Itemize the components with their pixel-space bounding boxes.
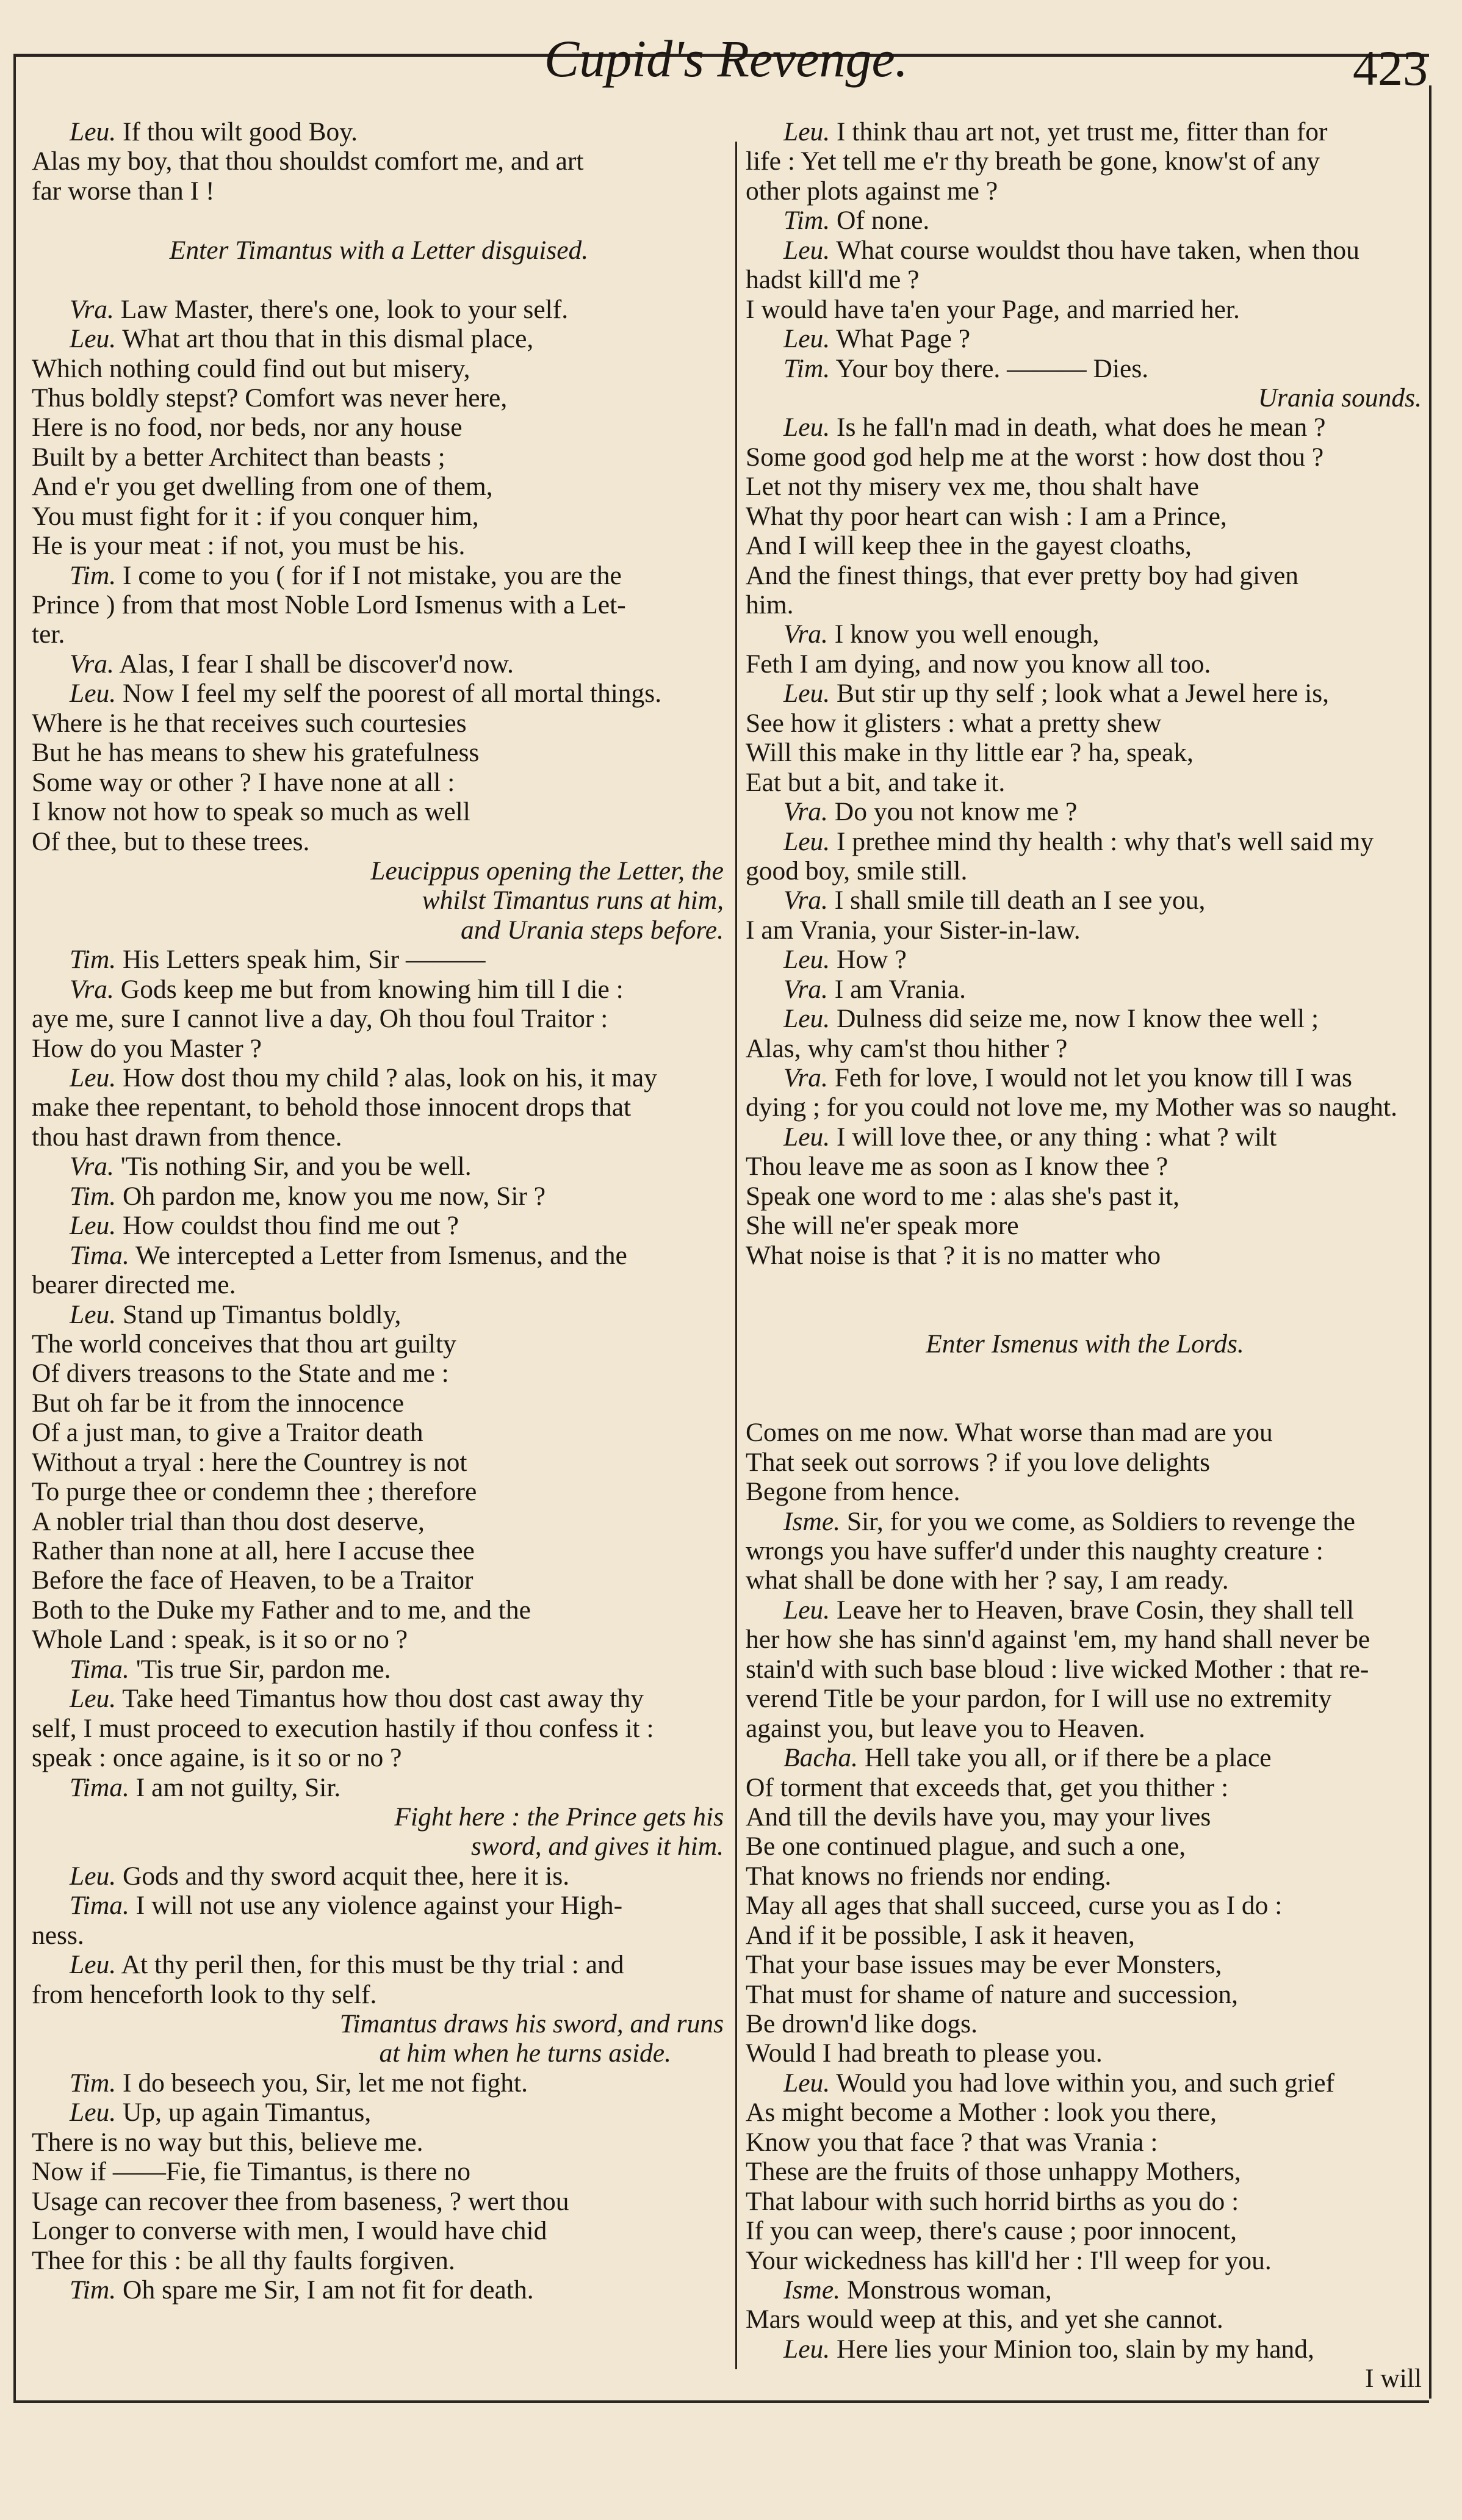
- verse-line: Prince ) from that most Noble Lord Ismenus with a Let-: [32, 590, 626, 619]
- speaker-name: Leu.: [783, 117, 830, 146]
- speech-text: 'Tis true Sir, pardon me.: [135, 1654, 391, 1684]
- speech-text: What Page ?: [836, 324, 971, 354]
- speech-line: [746, 827, 1424, 856]
- speaker-name: Leu.: [783, 235, 830, 265]
- speech-line: [32, 649, 726, 679]
- spacer: [32, 206, 726, 235]
- speaker-name: Tima.: [70, 1772, 129, 1802]
- speech-text: Do you not know me ?: [834, 797, 1078, 827]
- column-divider: [735, 142, 737, 2369]
- verse-line: wrongs you have suffer'd under this naughty creature :: [746, 1536, 1323, 1566]
- stage-direction: Enter Timantus with a Letter disguised.: [169, 235, 589, 265]
- verse-line: I would have ta'en your Page, and married her.: [746, 294, 1240, 324]
- bottom-rule: [13, 2400, 1429, 2403]
- verse-line: Will this make in thy little ear ? ha, speak,: [746, 738, 1194, 768]
- verse-line: self, I must proceed to execution hastily if thou confess it :: [32, 1713, 654, 1743]
- verse-line: I am Vrania, your Sister-in-law.: [746, 915, 1081, 945]
- speech-text: Here lies your Minion too, slain by my hand,: [837, 2334, 1314, 2364]
- speech-line: [746, 1063, 1424, 1092]
- speech-text: But stir up thy self ; look what a Jewel here is,: [837, 679, 1330, 709]
- verse-line: Feth I am dying, and now you know all too.: [746, 649, 1211, 679]
- speaker-name: Isme.: [783, 1506, 841, 1536]
- speech-text: Up, up again Timantus,: [123, 2098, 372, 2128]
- verse-line: Be one continued plague, and such a one,: [746, 1832, 1186, 1861]
- speech-text: I will not use any violence against your High-: [135, 1891, 623, 1921]
- verse-line: Now if ——Fie, fie Timantus, is there no: [32, 2157, 470, 2187]
- speech-text: Hell take you all, or if there be a place: [864, 1743, 1272, 1773]
- speaker-name: Leu.: [70, 1861, 117, 1891]
- speech-text: Feth for love, I would not let you know till I was: [834, 1063, 1352, 1092]
- speech-text: Oh spare me Sir, I am not fit for death.: [123, 2275, 534, 2305]
- verse-line: What noise is that ? it is no matter who: [746, 1240, 1161, 1270]
- speech-line: [32, 561, 726, 590]
- verse-line: If you can weep, there's cause ; poor innocent,: [746, 2216, 1237, 2246]
- speech-line: [32, 295, 726, 324]
- verse-line: her how she has sinn'd against 'em, my hand shall never be: [746, 1625, 1370, 1655]
- speech-text: We intercepted a Letter from Ismenus, and the: [135, 1240, 627, 1270]
- stage-direction: Leucippus opening the Letter, the: [370, 856, 724, 886]
- verse-line: That knows no friends nor ending.: [746, 1861, 1112, 1891]
- speech-text: Alas, I fear I shall be discover'd now.: [119, 649, 514, 679]
- speech-text: Of none.: [837, 206, 930, 236]
- speech-text: I know you well enough,: [834, 619, 1100, 649]
- verse-line: Built by a better Architect than beasts ;: [32, 442, 445, 472]
- verse-line: What thy poor heart can wish : I am a Prince,: [746, 501, 1227, 531]
- speech-text: I shall smile till death an I see you,: [834, 886, 1206, 915]
- speech-line: [746, 413, 1424, 442]
- speech-text: Oh pardon me, know you me now, Sir ?: [123, 1181, 546, 1211]
- verse-line: Where is he that receives such courtesies: [32, 708, 467, 738]
- verse-line: Mars would weep at this, and yet she cannot.: [746, 2305, 1223, 2334]
- stage-direction: Enter Ismenus with the Lords.: [926, 1329, 1244, 1359]
- verse-line: Of divers treasons to the State and me :: [32, 1359, 449, 1388]
- speech-text: Monstrous woman,: [846, 2275, 1052, 2305]
- speaker-name: Tima.: [70, 1654, 129, 1684]
- verse-line: Usage can recover thee from baseness, ? wert thou: [32, 2186, 569, 2216]
- speech-text: I think thau art not, yet trust me, fitter than for: [837, 117, 1328, 146]
- speech-text: How ?: [837, 945, 907, 975]
- spacer: [746, 1270, 1424, 1329]
- verse-line: aye me, sure I cannot live a day, Oh thou foul Traitor :: [32, 1004, 608, 1034]
- speech-line: [32, 1063, 726, 1092]
- speaker-name: Leu.: [70, 324, 117, 354]
- verse-line: That labour with such horrid births as you do :: [746, 2186, 1239, 2216]
- speech-text: I do beseech you, Sir, let me not fight.: [123, 2068, 528, 2098]
- speech-text: I prethee mind thy health : why that's well said my: [837, 826, 1374, 856]
- stage-direction: Fight here : the Prince gets his: [394, 1802, 724, 1832]
- speaker-name: Vra.: [783, 974, 828, 1004]
- speech-line: [746, 354, 1424, 383]
- speech-text: Gods keep me but from knowing him till I die :: [120, 974, 624, 1004]
- speech-line: [32, 1773, 726, 1802]
- verse-line: stain'd with such base bloud : live wicked Mother : that re-: [746, 1654, 1369, 1684]
- verse-line: These are the fruits of those unhappy Mothers,: [746, 2157, 1241, 2187]
- verse-line: bearer directed me.: [32, 1270, 236, 1300]
- verse-line: He is your meat : if not, you must be his.: [32, 531, 466, 561]
- verse-line: far worse than I !: [32, 176, 215, 206]
- stage-direction: at him when he turns aside.: [379, 2038, 671, 2068]
- speech-text: How couldst thou find me out ?: [123, 1211, 459, 1241]
- verse-line: Alas, why cam'st thou hither ?: [746, 1033, 1068, 1063]
- speech-text: Sir, for you we come, as Soldiers to revenge the: [846, 1506, 1355, 1536]
- catchword: I will: [1364, 2364, 1422, 2394]
- verse-line: That seek out sorrows ? if you love delights: [746, 1447, 1211, 1477]
- verse-line: Your wickedness has kill'd her : I'll weep for you.: [746, 2245, 1272, 2275]
- verse-line: Let not thy misery vex me, thou shalt have: [746, 472, 1199, 502]
- speaker-name: Tim.: [70, 2275, 117, 2305]
- spacer: [746, 1359, 1424, 1418]
- speech-line: [32, 1241, 726, 1270]
- verse-line: Of a just man, to give a Traitor death: [32, 1418, 423, 1448]
- verse-line: As might become a Mother : look you there,: [746, 2098, 1217, 2128]
- left-text-column: [32, 117, 726, 2305]
- speech-text: If thou wilt good Boy.: [123, 117, 358, 146]
- speaker-name: Leu.: [783, 945, 830, 975]
- right-text-column: [746, 117, 1424, 2394]
- speaker-name: Tim.: [70, 1181, 117, 1211]
- verse-line: Longer to converse with men, I would have chid: [32, 2216, 547, 2246]
- speech-line: [32, 1211, 726, 1240]
- stage-direction: and Urania steps before.: [461, 915, 724, 945]
- speech-line: [32, 975, 726, 1004]
- speech-text: His Letters speak him, Sir ———: [123, 945, 486, 975]
- speech-text: How dost thou my child ? alas, look on his, it may: [123, 1063, 657, 1092]
- speaker-name: Vra.: [783, 886, 828, 915]
- verse-line: good boy, smile still.: [746, 856, 968, 886]
- speaker-name: Leu.: [783, 413, 830, 442]
- speaker-name: Leu.: [70, 1950, 117, 1980]
- verse-line: verend Title be your pardon, for I will use no extremity: [746, 1684, 1332, 1714]
- speech-line: [746, 1122, 1424, 1152]
- speech-line: [746, 117, 1424, 146]
- speaker-name: Leu.: [783, 2068, 830, 2098]
- verse-line: life : Yet tell me e'r thy breath be gone, know'st of any: [746, 146, 1320, 176]
- speech-line: [746, 975, 1424, 1004]
- speech-line: [32, 1684, 726, 1713]
- speech-line: [32, 2068, 726, 2098]
- verse-line: Of thee, but to these trees.: [32, 826, 310, 856]
- speech-line: [746, 945, 1424, 974]
- verse-line: You must fight for it : if you conquer him,: [32, 501, 479, 531]
- verse-line: But oh far be it from the innocence: [32, 1388, 404, 1418]
- speech-text: What art thou that in this dismal place,: [122, 324, 534, 354]
- speech-line: [746, 1743, 1424, 1772]
- verse-line: To purge thee or condemn thee ; therefore: [32, 1477, 477, 1507]
- speech-text: Your boy there. ——— Dies.: [835, 353, 1149, 383]
- verse-line: A nobler trial than thou dost deserve,: [32, 1506, 425, 1536]
- speaker-name: Vra.: [783, 619, 828, 649]
- verse-line: Without a tryal : here the Countrey is not: [32, 1447, 467, 1477]
- speech-line: [746, 2334, 1424, 2364]
- speech-line: [746, 619, 1424, 649]
- speech-text: Law Master, there's one, look to your self.: [120, 294, 569, 324]
- speech-line: [746, 2068, 1424, 2098]
- verse-line: against you, but leave you to Heaven.: [746, 1713, 1145, 1743]
- verse-line: Thou leave me as soon as I know thee ?: [746, 1152, 1169, 1182]
- left-border: [13, 54, 16, 2400]
- verse-line: Some way or other ? I have none at all :: [32, 767, 455, 797]
- speaker-name: Leu.: [783, 679, 830, 709]
- speaker-name: Vra.: [70, 974, 114, 1004]
- verse-line: make thee repentant, to behold those innocent drops that: [32, 1092, 632, 1122]
- verse-line: Both to the Duke my Father and to me, and the: [32, 1595, 531, 1625]
- speech-line: [32, 2098, 726, 2127]
- verse-line: from henceforth look to thy self.: [32, 1979, 377, 2009]
- verse-line: Speak one word to me : alas she's past it,: [746, 1181, 1179, 1211]
- verse-line: hadst kill'd me ?: [746, 265, 920, 295]
- speaker-name: Leu.: [783, 324, 830, 354]
- verse-line: Alas my boy, that thou shouldst comfort me, and art: [32, 146, 584, 176]
- verse-line: speak : once againe, is it so or no ?: [32, 1743, 402, 1773]
- speaker-name: Leu.: [70, 679, 117, 709]
- verse-line: She will ne'er speak more: [746, 1211, 1019, 1241]
- verse-line: thou hast drawn from thence.: [32, 1122, 342, 1152]
- speech-text: I am Vrania.: [834, 974, 966, 1004]
- speech-line: [32, 117, 726, 146]
- verse-line: And the finest things, that ever pretty boy had given: [746, 560, 1299, 590]
- speaker-name: Leu.: [70, 1684, 117, 1714]
- speech-line: [32, 1182, 726, 1211]
- speaker-name: Vra.: [783, 1063, 828, 1092]
- speaker-name: Tim.: [783, 353, 830, 383]
- speech-text: Now I feel my self the poorest of all mortal things.: [123, 679, 662, 709]
- verse-line: Which nothing could find out but misery,: [32, 353, 470, 383]
- speech-line: [32, 1300, 726, 1329]
- page-number: 423: [1353, 40, 1428, 96]
- speaker-name: Leu.: [70, 2098, 117, 2128]
- verse-line: other plots against me ?: [746, 176, 998, 206]
- speech-line: [746, 1004, 1424, 1033]
- speech-line: [746, 206, 1424, 235]
- verse-line: him.: [746, 590, 794, 619]
- speech-line: [746, 324, 1424, 353]
- speech-line: [32, 1655, 726, 1684]
- speech-line: [32, 2275, 726, 2305]
- stage-direction: Urania sounds.: [1258, 383, 1422, 413]
- verse-line: Would I had breath to please you.: [746, 2038, 1103, 2068]
- speaker-name: Vra.: [70, 1152, 114, 1182]
- verse-line: That your base issues may be ever Monsters,: [746, 1950, 1222, 1980]
- right-border: [1429, 85, 1431, 2399]
- verse-line: Rather than none at all, here I accuse thee: [32, 1536, 475, 1565]
- speech-text: Would you had love within you, and such grief: [836, 2068, 1335, 2098]
- speech-line: [32, 1950, 726, 1979]
- speaker-name: Tima.: [70, 1240, 129, 1270]
- verse-line: Know you that face ? that was Vrania :: [746, 2127, 1158, 2157]
- speaker-name: Leu.: [70, 117, 117, 146]
- speech-text: Dulness did seize me, now I know thee well ;: [837, 1004, 1319, 1034]
- verse-line: And till the devils have you, may your lives: [746, 1802, 1211, 1832]
- running-title: Cupid's Revenge.: [544, 29, 909, 88]
- speech-text: Gods and thy sword acquit thee, here it is.: [123, 1861, 570, 1891]
- speech-text: At thy peril then, for this must be thy trial : and: [121, 1950, 624, 1980]
- speech-line: [746, 2275, 1424, 2305]
- verse-line: ter.: [32, 619, 65, 649]
- speech-line: [746, 236, 1424, 265]
- speech-text: Leave her to Heaven, brave Cosin, they shall tell: [837, 1595, 1354, 1625]
- speaker-name: Vra.: [70, 649, 114, 679]
- speaker-name: Tim.: [70, 2068, 117, 2098]
- verse-line: Eat but a bit, and take it.: [746, 767, 1006, 797]
- speech-line: [746, 1507, 1424, 1536]
- speech-text: I am not guilty, Sir.: [135, 1772, 341, 1802]
- speaker-name: Leu.: [783, 826, 830, 856]
- verse-line: Be drown'd like dogs.: [746, 2009, 978, 2039]
- speaker-name: Tim.: [70, 945, 117, 975]
- verse-line: Before the face of Heaven, to be a Traitor: [32, 1565, 474, 1595]
- speaker-name: Leu.: [70, 1299, 117, 1329]
- verse-line: Begone from hence.: [746, 1477, 960, 1507]
- speaker-name: Tim.: [70, 560, 117, 590]
- speaker-name: Tim.: [783, 206, 830, 236]
- speaker-name: Vra.: [783, 797, 828, 827]
- speaker-name: Leu.: [783, 1595, 830, 1625]
- speech-text: Stand up Timantus boldly,: [123, 1299, 402, 1329]
- speech-text: What course wouldst thou have taken, when thou: [836, 235, 1359, 265]
- verse-line: Thee for this : be all thy faults forgiven.: [32, 2245, 455, 2275]
- speech-line: [32, 945, 726, 974]
- speaker-name: Tima.: [70, 1891, 129, 1921]
- stage-direction: whilst Timantus runs at him,: [422, 886, 724, 915]
- stage-direction: sword, and gives it him.: [470, 1832, 724, 1861]
- verse-line: what shall be done with her ? say, I am ready.: [746, 1565, 1229, 1595]
- speech-line: [32, 1152, 726, 1181]
- speech-line: [32, 679, 726, 708]
- verse-line: Thus boldly stepst? Comfort was never here,: [32, 383, 508, 413]
- verse-line: But he has means to shew his gratefulness: [32, 738, 480, 768]
- verse-line: And if it be possible, I ask it heaven,: [746, 1920, 1135, 1950]
- verse-line: Here is no food, nor beds, nor any house: [32, 413, 463, 442]
- verse-line: That must for shame of nature and succession,: [746, 1979, 1238, 2009]
- speech-text: I will love thee, or any thing : what ? wilt: [837, 1122, 1277, 1152]
- verse-line: There is no way but this, believe me.: [32, 2127, 423, 2157]
- verse-line: dying ; for you could not love me, my Mother was so naught.: [746, 1092, 1398, 1122]
- verse-line: And e'r you get dwelling from one of them,: [32, 472, 493, 502]
- speaker-name: Vra.: [70, 294, 114, 324]
- speaker-name: Leu.: [783, 1122, 830, 1152]
- verse-line: And I will keep thee in the gayest cloaths,: [746, 531, 1192, 561]
- speaker-name: Leu.: [70, 1211, 117, 1241]
- speech-text: Take heed Timantus how thou dost cast away thy: [122, 1684, 644, 1714]
- speech-line: [32, 1891, 726, 1920]
- verse-line: May all ages that shall succeed, curse you as I do :: [746, 1891, 1283, 1921]
- speech-text: I come to you ( for if I not mistake, you are the: [123, 560, 622, 590]
- verse-line: Of torment that exceeds that, get you thither :: [746, 1772, 1229, 1802]
- verse-line: Some good god help me at the worst : how dost thou ?: [746, 442, 1324, 472]
- verse-line: I know not how to speak so much as well: [32, 797, 470, 827]
- speaker-name: Leu.: [70, 1063, 117, 1092]
- speech-text: 'Tis nothing Sir, and you be well.: [120, 1152, 472, 1182]
- verse-line: See how it glisters : what a pretty shew: [746, 708, 1162, 738]
- speaker-name: Isme.: [783, 2275, 841, 2305]
- verse-line: Comes on me now. What worse than mad are you: [746, 1418, 1273, 1448]
- spacer: [32, 265, 726, 294]
- speech-line: [746, 1595, 1424, 1625]
- verse-line: Whole Land : speak, is it so or no ?: [32, 1625, 408, 1655]
- speech-text: Is he fall'n mad in death, what does he mean ?: [837, 413, 1326, 442]
- speaker-name: Leu.: [783, 2334, 830, 2364]
- speech-line: [32, 1861, 726, 1891]
- verse-line: ness.: [32, 1920, 84, 1950]
- stage-direction: Timantus draws his sword, and runs: [339, 2009, 724, 2038]
- verse-line: How do you Master ?: [32, 1033, 262, 1063]
- speech-line: [746, 679, 1424, 708]
- speaker-name: Bacha.: [783, 1743, 859, 1773]
- speech-line: [746, 797, 1424, 826]
- speech-line: [32, 324, 726, 353]
- verse-line: The world conceives that thou art guilty: [32, 1329, 456, 1359]
- speaker-name: Leu.: [783, 1004, 830, 1034]
- speech-line: [746, 886, 1424, 915]
